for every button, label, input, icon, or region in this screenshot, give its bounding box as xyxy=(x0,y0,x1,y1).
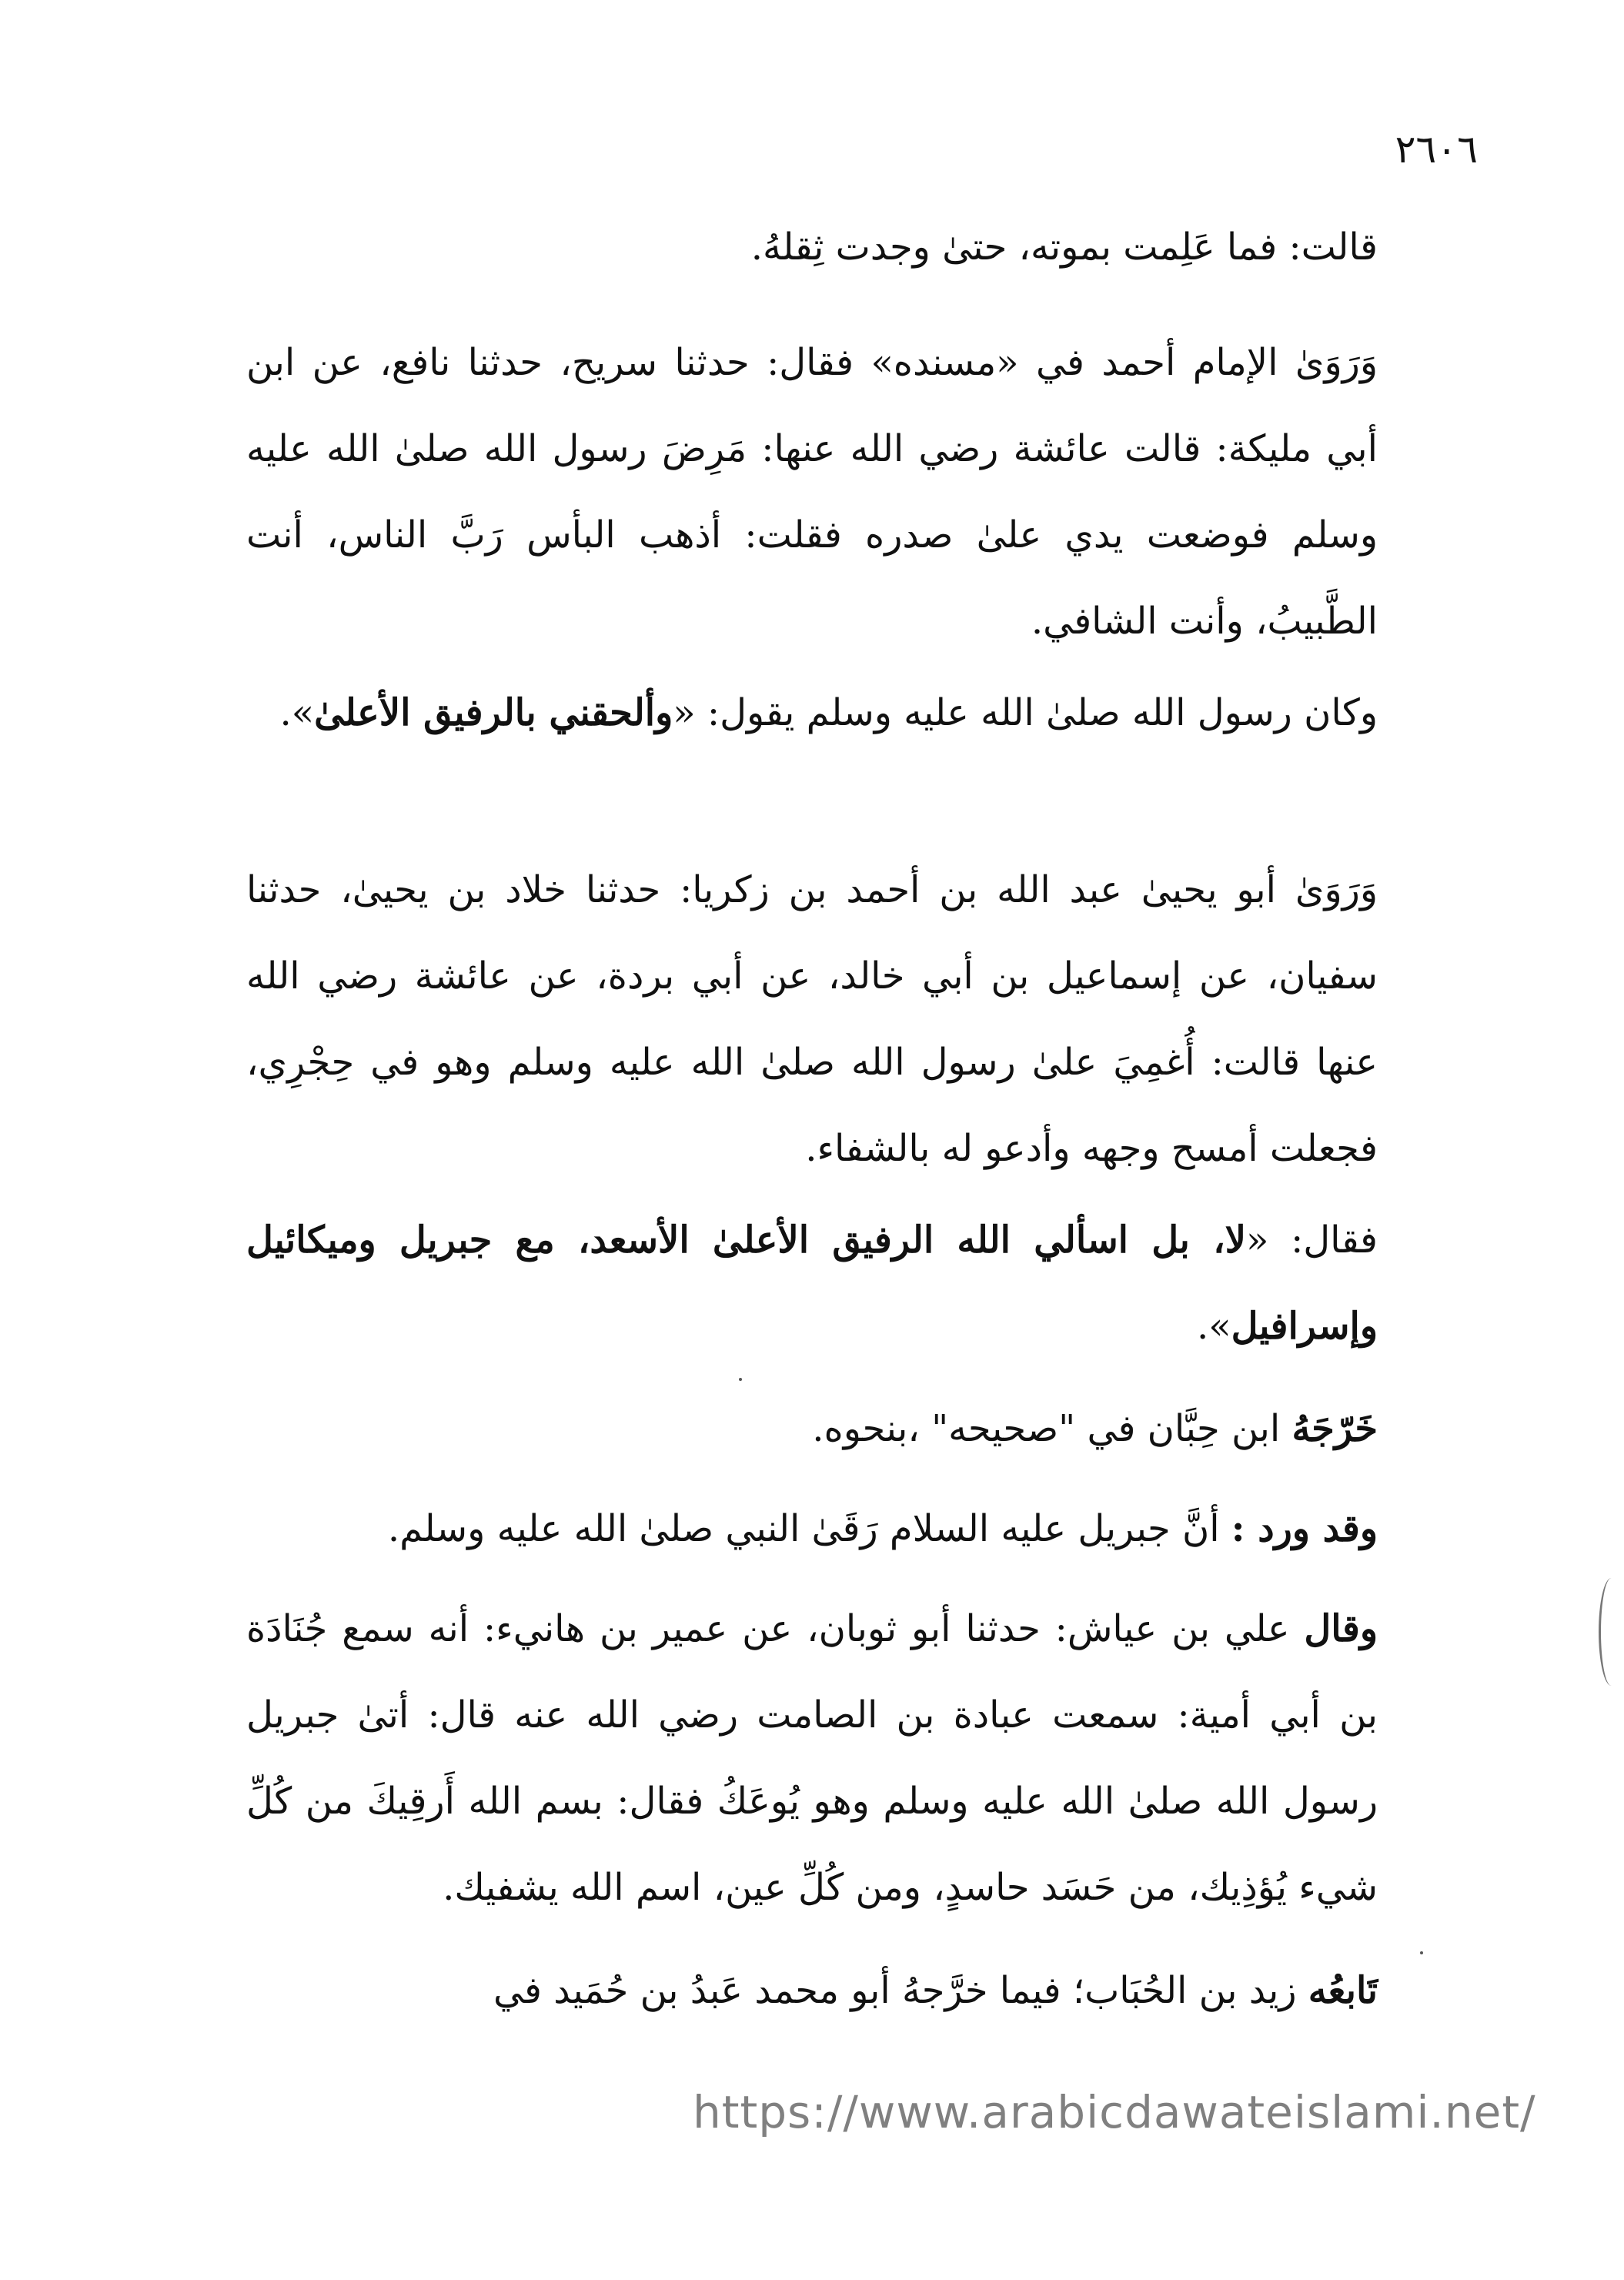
paragraph-8-rest: علي بن عياش: حدثنا أبو ثوبان، عن عمير بن هانيء: أنه سمع جُنَادَة بن أبي أمية: سمعت عبادة بن الصامت رضي الله عنه قال: أتىٰ جبريل رسول الله صلىٰ الله عليه وسلم وهو يُوعَكُ فقال: بسم الله أَرقِيكَ من كُلِّ شيء يُؤذِيك، من حَسَد حاسدٍ، ومن كُلِّ عين، اسم الله يشفيك. xyxy=(246,1607,1378,1909)
paragraph-7 xyxy=(246,1486,1455,1572)
paragraph-3-end: ». xyxy=(279,691,315,734)
paragraph-5-quote: لا، بل اسألي الله الرفيق الأعلىٰ الأسعد، مع جبريل وميكائيل وإسرافيل xyxy=(246,1219,1378,1348)
watermark-url: https://www.arabicdawateislami.net/ xyxy=(693,2086,1536,2138)
speck-mark xyxy=(739,1378,742,1381)
paragraph-2 xyxy=(246,319,1455,664)
paragraph-2-text: وَرَوَىٰ الإمام أحمد في «مسنده» فقال: حدثنا سريح، حدثنا نافع، عن ابن أبي مليكة: قالت عائشة رضي الله عنها: مَرِضَ رسول الله صلىٰ الله عليه وسلم فوضعت يدي علىٰ صدره فقلت: أذهب البأس رَبَّ الناس، أنت الطَّبيبُ، وأنت الشافي. xyxy=(246,341,1378,643)
paragraph-9-lead: تَابعُه xyxy=(1308,1969,1378,2012)
paragraph-5 xyxy=(246,1197,1455,1369)
paragraph-1-text: قالت: فما عَلِمت بموته، حتىٰ وجدت ثِقلهُ. xyxy=(750,226,1378,269)
paragraph-7-lead: وقد ورد : xyxy=(1231,1507,1378,1550)
page-number: ٢٦٠٦ xyxy=(1395,127,1478,172)
paragraph-1 xyxy=(246,204,1455,290)
paragraph-6-lead: خَرّجَهُ xyxy=(1292,1407,1378,1450)
paragraph-3-quote: وألحقني بالرفيق الأعلىٰ xyxy=(314,691,673,734)
page-edge-mark xyxy=(1599,1578,1624,1686)
paragraph-9 xyxy=(246,1947,1455,2034)
paragraph-3 xyxy=(246,670,1455,756)
paragraph-7-rest: أنَّ جبريل عليه السلام رَقَىٰ النبي صلىٰ الله عليه وسلم. xyxy=(387,1507,1231,1550)
speck-mark xyxy=(1420,1951,1423,1954)
paragraph-5-end: ». xyxy=(1197,1305,1231,1348)
paragraph-9-rest: زيد بن الحُبَاب؛ فيما خرَّجهُ أبو محمد عَبدُ بن حُمَيد في xyxy=(493,1969,1308,2012)
paragraph-8 xyxy=(246,1586,1455,1931)
paragraph-4-text: وَرَوَىٰ أبو يحيىٰ عبد الله بن أحمد بن زكريا: حدثنا خلاد بن يحيىٰ، حدثنا سفيان، عن إسماعيل بن أبي خالد، عن أبي بردة، عن عائشة رضي الله عنها قالت: أُغمِيَ علىٰ رسول الله صلىٰ الله عليه وسلم وهو في حِجْرِي، فجعلت أمسح وجهه وأدعو له بالشفاء. xyxy=(246,868,1378,1170)
paragraph-8-lead: وقال xyxy=(1304,1607,1378,1650)
paragraph-6 xyxy=(246,1386,1455,1472)
paragraph-5-intro: فقال: « xyxy=(1245,1219,1378,1262)
paragraph-4 xyxy=(246,847,1455,1192)
paragraph-6-rest: ابن حِبَّان في "صحيحه" ،بنحوه. xyxy=(812,1407,1292,1450)
paragraph-3-intro: وكان رسول الله صلىٰ الله عليه وسلم يقول: « xyxy=(673,691,1378,734)
